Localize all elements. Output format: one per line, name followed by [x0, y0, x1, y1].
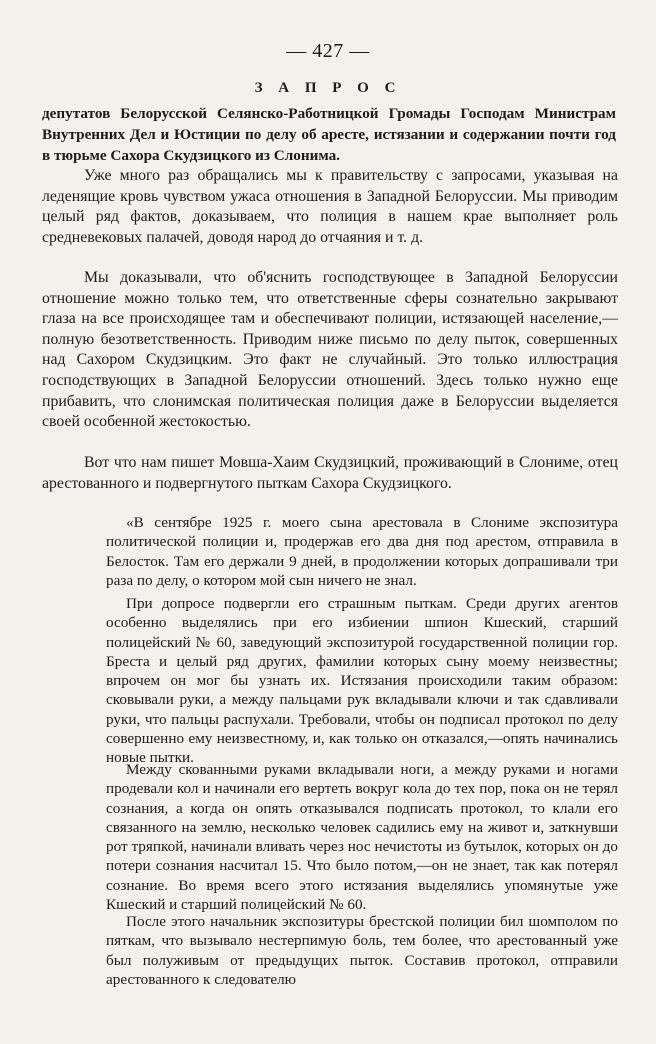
quote-paragraph-3: Между скованными руками вкладывали ноги, а между руками и ногами продевали кол и начинали его вертеть вокруг кола до тех пор, пока он не терял сознания, а когда он опять отказывался подписать протокол, то клали его связанного на землю, несколько человек садились ему на живот и, заткнувши рот тряпкой, начинали вливать через нос нечистоты из бутылок, которых он до потери сознания насчитал 15. Что было потом,—он не знает, так как потерял сознание. Во время всего этого истязания выделялись упомянутые уже Кшеский и старший полицейский № 60. [106, 761, 618, 914]
document-subtitle: депутатов Белорусской Селянско-Работницкой Громады Господам Министрам Внутренних Дел и Юстиции по делу об аресте, истязании и содержании почти год в тюрьме Сахора Скудзицкого из Слонима. [42, 105, 616, 164]
paragraph-2: Мы доказывали, что об'яснить господствующее в Западной Белоруссии отношение можно только тем, что ответственные сферы сознательно закрывают глаза на все происходящее там и обеспечивают полиции, истязающей население,—полную безответственность. Приводим ниже письмо по делу пыток, совершенных над Сахором Скудзицким. Это факт не случайный. Это только иллюстрация господствующих в Западной Белоруссии отношений. Здесь только нужно еще прибавить, что слонимская политическая полиция даже в Белоруссии выделяется своей особенной жестокостью. [42, 269, 618, 431]
quote-paragraph-2: При допросе подвергли его страшным пыткам. Среди других агентов особенно выделялись при его избиении шпион Кшеский, старший полицейский № 60, заведующий экспозитурой государственной полиции гор. Бреста и целый ряд других, фамилии которых сыну моему неизвестны; впрочем он мог бы узнать их. Истязания происходили таким образом: сковывали руки, а между пальцами рук вкладывали ключи и так сдавливали руки, что пальцы распухали. Требовали, чтобы он подписал протокол по делу совершенно ему неизвестному, и, как только он отказался,—опять начинались новые пытки. [106, 595, 618, 767]
quote-paragraph-1: «В сентябре 1925 г. моего сына арестовала в Слониме экспозитура политической полиции и, продержав его два дня под арестом, отправила в Белосток. Там его держали 9 дней, в продолжении которых допрашивали три раза по делу, о котором мой сын ничего не знал. [106, 514, 618, 589]
quote-paragraph-4: После этого начальник экспозитуры брестской полиции бил шомполом по пяткам, что вызывало нестерпимую боль, тем более, что арестованный уже был полуживым от предыдущих пыток. Составив протокол, отправили арестованного к следователю [106, 913, 618, 988]
page-number: — 427 — [286, 40, 370, 62]
paragraph-1: Уже много раз обращались мы к правительству с запросами, указывая на леденящие кровь чувством ужаса отношения в Западной Белоруссии. Мы приводим целый ряд фактов, доказываем, что полиция в нашем крае выполняет роль средневековых палачей, доводя народ до отчаяния и т. д. [42, 167, 618, 246]
document-title: З А П Р О С [254, 80, 402, 96]
paragraph-3: Вот что нам пишет Мовша-Хаим Скудзицкий, проживающий в Слониме, отец арестованного и подвергнутого пыткам Сахора Скудзицкого. [42, 454, 618, 492]
